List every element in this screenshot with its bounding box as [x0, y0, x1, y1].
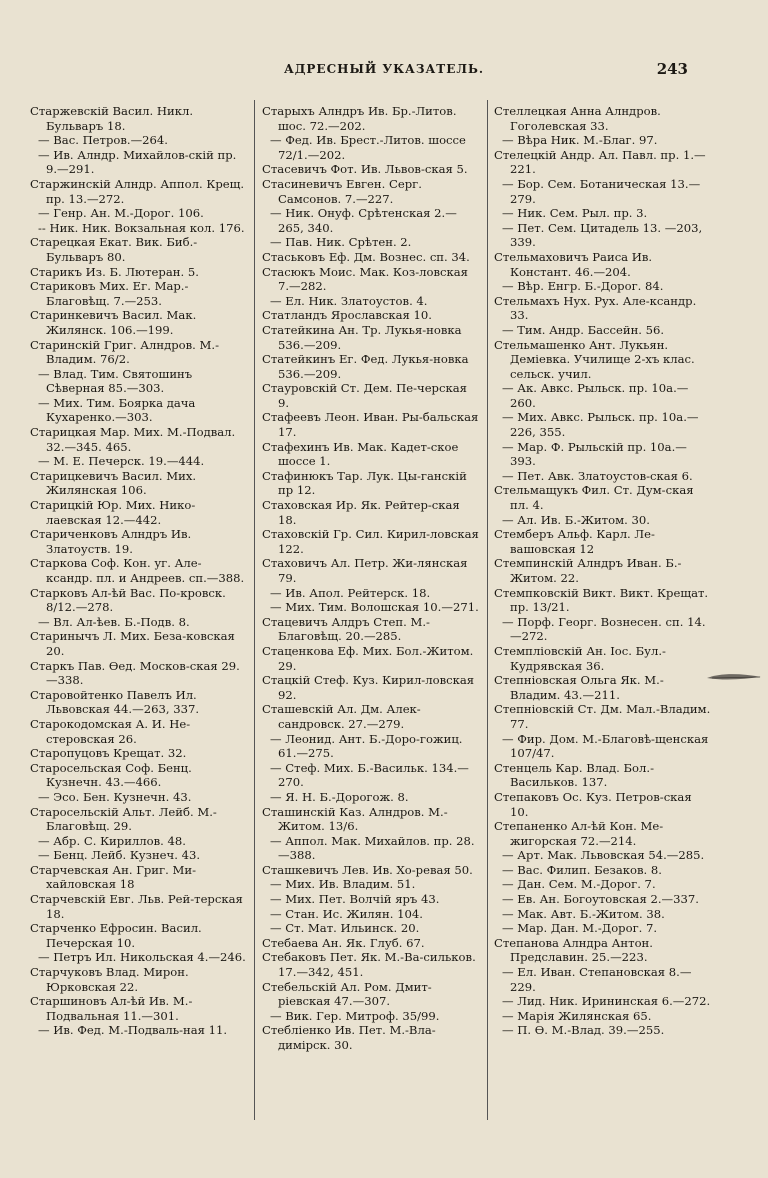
directory-entry: Стафинюкъ Тар. Лук. Цы-ганскій пр 12. [262, 468, 467, 498]
directory-entry: Стемпковскій Викт. Викт. Крещат. пр. 13/21. [494, 585, 709, 615]
directory-entry: Старосельскій Альт. Лейб. М.-Благовѣщ. 29. [30, 804, 217, 834]
directory-entry: Стебаева Ан. Як. Глуб. 67. [262, 935, 425, 950]
directory-subentry: — Марія Жилянская 65. [502, 1008, 652, 1023]
directory-entry: Сташевскій Ал. Дм. Алек-сандровск. 27.—279. [262, 702, 421, 731]
directory-subentry: — Пет. Авк. Златоустов-ская 6. [502, 468, 693, 483]
directory-subentry: — Тим. Андр. Бассейн. 56. [502, 322, 665, 337]
directory-column-2 [262, 104, 480, 1053]
directory-subentry: — Ив. Алндр. Михайлов-скій пр. 9.—291. [38, 147, 237, 177]
directory-entry: Стафеевъ Леон. Иван. Ры-бальская 17. [262, 410, 479, 440]
directory-entry: Старкова Соф. Кон. уг. Але-ксандр. пл. и Андреев. сп.—388. [30, 556, 245, 585]
directory-entry: Старжинскій Алндр. Аппол. Крещ. пр. 13.—272. [30, 176, 245, 206]
directory-entry: Старчуковъ Влад. Мирон. Юрковская 22. [30, 965, 189, 994]
directory-entry: Стасиневичъ Евген. Серг. Самсонов. 7.—227. [262, 176, 422, 206]
directory-subentry: — Вл. Ал-ѣев. Б.-Подв. 8. [38, 614, 190, 629]
directory-subentry: — Ив. Апол. Рейтерск. 18. [270, 585, 431, 600]
directory-subentry: — Мар. Дан. М.-Дорог. 7. [502, 921, 658, 936]
directory-subentry: — Ст. Мат. Ильинск. 20. [270, 921, 420, 936]
directory-entry: Стауровскій Ст. Дем. Пе-черская 9. [262, 381, 467, 410]
directory-subentry: — Петръ Ил. Никольская 4.—246. [38, 950, 246, 965]
directory-subentry: — Ев. Ан. Богоутовская 2.—337. [502, 892, 699, 907]
directory-entry: Стацевичъ Алдръ Степ. М.-Благовѣщ. 20.—285. [262, 614, 430, 644]
directory-entry: Статейкина Ан. Тр. Лукья-новка 536.—209. [262, 322, 462, 352]
directory-subentry: — Вас. Филип. Безаков. 8. [502, 862, 662, 877]
directory-subentry: — Арт. Мак. Львовская 54.—285. [502, 848, 705, 863]
directory-entry: Старицкевичъ Васил. Мих. Жилянская 106. [30, 468, 197, 498]
feather-mark-icon [706, 672, 762, 684]
directory-entry: Стебельскій Ал. Ром. Дмит-ріевская 47.—307. [262, 979, 432, 1009]
directory-entry: Старшиновъ Ал-ѣй Ив. М.-Подвальная 11.—301. [30, 994, 193, 1023]
directory-subentry: — Вѣр. Енгр. Б.-Дорог. 84. [502, 279, 664, 294]
directory-subentry: — Ник. Сем. Рыл. пр. 3. [502, 206, 648, 221]
directory-subentry: — Мар. Ф. Рыльскій пр. 10а.—393. [502, 439, 687, 469]
directory-entry: Старченко Ефросин. Васил. Печерская 10. [30, 921, 202, 950]
directory-entry: Стемпинскій Алндръ Иван. Б.-Житом. 22. [494, 556, 682, 585]
directory-entry: Старецкая Екат. Вик. Биб.-Бульваръ 80. [30, 235, 198, 264]
directory-subentry: — Мак. Авт. Б.-Житом. 38. [502, 906, 665, 921]
directory-entry: Стемпліовскій Ан. Іос. Бул.-Кудрявская 36. [494, 643, 666, 673]
directory-entry: Статейкинъ Ег. Фед. Лукья-новка 536.—209. [262, 352, 469, 381]
directory-subentry: — Ив. Фед. М.-Подваль-ная 11. [38, 1023, 228, 1038]
directory-subentry: — Вик. Гер. Митроф. 35/99. [270, 1008, 440, 1023]
directory-subentry: — Мих. Авкс. Рыльск. пр. 10а.—226, 355. [502, 410, 699, 440]
directory-entry: Стаськовъ Еф. Дм. Вознес. сп. 34. [262, 249, 470, 264]
directory-entry: Степніовская Ольга Як. М.-Владим. 43.—211. [494, 673, 664, 702]
directory-subentry: — Я. Н. Б.-Дорогож. 8. [270, 789, 409, 804]
directory-subentry: — Ал. Ив. Б.-Житом. 30. [502, 512, 650, 527]
directory-subentry: — П. Ѳ. М.-Влад. 39.—255. [502, 1023, 665, 1038]
directory-entry: Стебліенко Ив. Пет. М.-Вла-димірск. 30. [262, 1023, 436, 1052]
directory-subentry: — Леонид. Ант. Б.-Доро-гожиц. 61.—275. [270, 731, 463, 761]
directory-subentry: — Мих. Ив. Владим. 51. [270, 877, 416, 892]
column-divider [487, 100, 488, 1120]
directory-subentry: — Ник. Онуф. Срѣтенская 2.—265, 340. [270, 206, 457, 235]
directory-entry: Стариченковъ Алндръ Ив. Златоуств. 19. [30, 527, 192, 556]
directory-entry: Старчевская Ан. Григ. Ми-хайловская 18 [30, 862, 196, 892]
directory-entry: Стаховскій Гр. Сил. Кирил-ловская 122. [262, 527, 479, 556]
page-number: 243 [656, 60, 688, 78]
directory-entry: Стельмащукъ Фил. Ст. Дум-ская пл. 4. [494, 483, 694, 513]
directory-subentry: — Мих. Тим. Боярка дача Кухаренко.—303. [38, 395, 196, 425]
directory-entry: Стариковъ Мих. Ег. Мар.-Благовѣщ. 7.—253. [30, 279, 189, 308]
directory-entry: Сташкевичъ Лев. Ив. Хо-ревая 50. [262, 862, 473, 877]
directory-entry: Старинычъ Л. Мих. Беза-ковская 20. [30, 629, 235, 658]
directory-subentry: — Фир. Дом. М.-Благовѣ-щенская 107/47. [502, 731, 709, 761]
directory-entry: Стельмахъ Нух. Рух. Але-ксандр. 33. [494, 293, 697, 323]
directory-column-1 [30, 104, 248, 1038]
directory-entry: Стелецкій Андр. Ал. Павл. пр. 1.—221. [494, 147, 706, 177]
directory-entry: Стебаковъ Пет. Як. М.-Ва-сильков. 17.—342, 451. [262, 950, 476, 980]
directory-entry: Степніовскій Ст. Дм. Мал.-Владим. 77. [494, 702, 711, 731]
directory-entry: Стемберъ Альф. Карл. Ле-вашовская 12 [494, 527, 655, 556]
directory-subentry: — Эсо. Бен. Кузнечн. 43. [38, 789, 192, 804]
directory-subentry: — Ел. Ник. Златоустов. 4. [270, 293, 428, 308]
page-title: АДРЕСНЫЙ УКАЗАТЕЛЬ. [283, 62, 485, 76]
directory-subentry: — Мих. Пет. Волчій яръ 43. [270, 892, 440, 907]
directory-entry: Степанова Алндра Антон. Предславин. 25.—223. [494, 935, 653, 965]
directory-entry: Старосельская Соф. Бенц. Кузнечн. 43.—466. [30, 760, 192, 790]
directory-column-3 [494, 104, 712, 1038]
directory-entry: Стельмаховичъ Раиса Ив. Констант. 46.—204. [494, 249, 653, 279]
directory-subentry: — Лид. Ник. Ирининская 6.—272. [502, 994, 711, 1009]
directory-subentry: — Пав. Ник. Срѣтен. 2. [270, 235, 412, 250]
directory-entry: Старинкевичъ Васил. Мак. Жилянск. 106.—199. [30, 308, 197, 337]
directory-entry: Старкъ Пав. Ѳед. Москов-ская 29.—338. [30, 658, 240, 688]
directory-subentry: -- Ник. Ник. Вокзальная кол. 176. [38, 220, 245, 235]
directory-entry: Старикъ Из. Б. Лютеран. 5. [30, 264, 199, 279]
directory-entry: Старжевскій Васил. Никл. Бульваръ 18. [30, 104, 194, 133]
directory-subentry: — М. Е. Печерск. 19.—444. [38, 454, 205, 469]
directory-entry: Статландъ Ярославская 10. [262, 308, 432, 323]
directory-entry: Степаненко Ал-ѣй Кон. Ме-жигорская 72.—214. [494, 819, 664, 848]
directory-entry: Стафехинъ Ив. Мак. Кадет-ское шоссе 1. [262, 439, 459, 469]
directory-subentry: — Дан. Сем. М.-Дорог. 7. [502, 877, 656, 892]
directory-entry: Старицкая Мар. Мих. М.-Подвал. 32.—345. 465. [30, 425, 236, 454]
directory-entry: Старицкій Юр. Мих. Нико-лаевская 12.—442. [30, 498, 196, 527]
directory-entry: Стасевичъ Фот. Ив. Львов-ская 5. [262, 162, 468, 177]
directory-subentry: — Стан. Ис. Жилян. 104. [270, 906, 423, 921]
directory-entry: Стаценкова Еф. Мих. Бол.-Житом. 29. [262, 643, 474, 673]
directory-subentry: — Генр. Ан. М.-Дорог. 106. [38, 206, 204, 221]
directory-subentry: — Мих. Тим. Волошская 10.—271. [270, 600, 479, 615]
directory-subentry: — Бенц. Лейб. Кузнеч. 43. [38, 848, 201, 863]
directory-subentry: — Порф. Георг. Вознесен. сп. 14.—272. [502, 614, 706, 644]
directory-entry: Стельмашенко Ант. Лукьян. Деміевка. Училище 2-хъ клас. сельск. учил. [494, 337, 695, 381]
directory-subentry: — Ел. Иван. Степановская 8.—229. [502, 965, 692, 994]
directory-entry: Старопуцовъ Крещат. 32. [30, 746, 187, 761]
directory-subentry: — Вѣра Ник. М.-Благ. 97. [502, 133, 658, 148]
directory-entry: Старинскій Григ. Алндров. М.-Владим. 76/2. [30, 337, 219, 367]
directory-subentry: — Абр. С. Кириллов. 48. [38, 833, 186, 848]
directory-subentry: — Вас. Петров.—264. [38, 133, 168, 148]
directory-entry: Стацкій Стеф. Куз. Кирил-ловская 92. [262, 673, 475, 702]
directory-subentry: — Стеф. Мих. Б.-Васильк. 134.—270. [270, 760, 469, 790]
directory-entry: Стеллецкая Анна Алндров. Гоголевская 33. [494, 104, 661, 133]
directory-subentry: — Фед. Ив. Брест.-Литов. шоссе 72/1.—202. [270, 133, 466, 162]
directory-entry: Стенцель Кар. Влад. Бол.-Васильков. 137. [494, 760, 655, 790]
directory-entry: Стаховичъ Ал. Петр. Жи-лянская 79. [262, 556, 468, 585]
directory-entry: Старовойтенко Павелъ Ил. Львовская 44.—263, 337. [30, 687, 200, 717]
directory-subentry: — Бор. Сем. Ботаническая 13.—279. [502, 176, 701, 206]
directory-entry: Старчевскій Евг. Льв. Рей-терская 18. [30, 892, 243, 921]
directory-entry: Старыхъ Алндръ Ив. Бр.-Литов. шос. 72.—202. [262, 104, 457, 133]
directory-entry: Старокодомская А. И. Не-стеровская 26. [30, 716, 191, 746]
column-divider [254, 100, 255, 1120]
directory-subentry: — Аппол. Мак. Михайлов. пр. 28.—388. [270, 833, 475, 863]
directory-entry: Старковъ Ал-ѣй Вас. По-кровск. 8/12.—278. [30, 585, 226, 615]
directory-entry: Степаковъ Ос. Куз. Петров-ская 10. [494, 789, 692, 819]
directory-entry: Стасюкъ Моис. Мак. Коз-ловская 7.—282. [262, 264, 468, 294]
directory-subentry: — Ак. Авкс. Рыльск. пр. 10а.—260. [502, 381, 689, 410]
directory-entry: Стаховская Ир. Як. Рейтер-ская 18. [262, 498, 460, 527]
directory-entry: Сташинскій Каз. Алндров. М.-Житом. 13/6. [262, 804, 448, 834]
directory-subentry: — Влад. Тим. Святошинъ Сѣверная 85.—303. [38, 366, 193, 396]
directory-subentry: — Пет. Сем. Цитадель 13. —203, 339. [502, 220, 703, 250]
